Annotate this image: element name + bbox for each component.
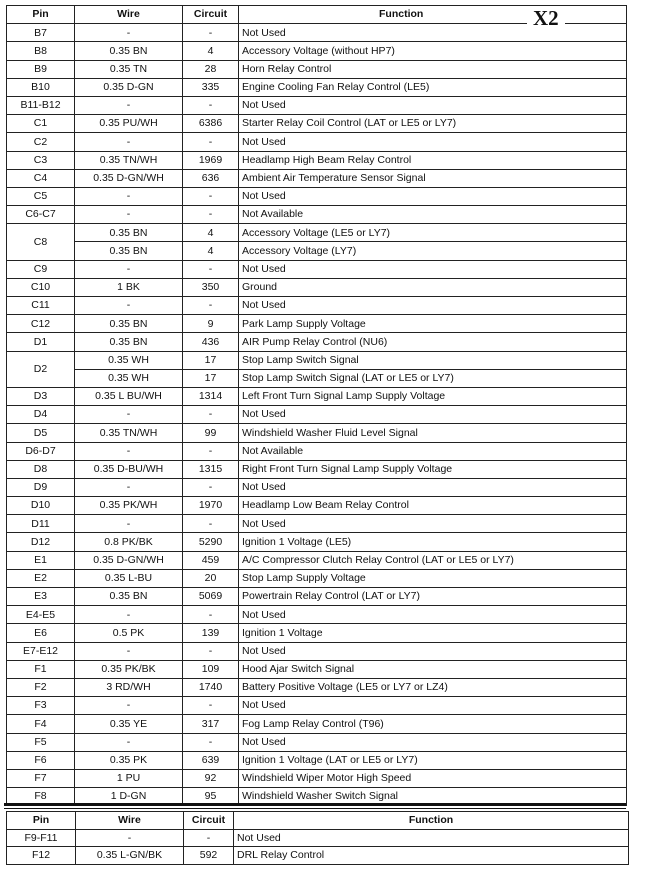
table-row — [7, 847, 629, 865]
wire-cell: - — [75, 733, 183, 751]
wire-cell: 0.35 BN — [75, 224, 183, 242]
table-row — [7, 424, 627, 442]
circuit-cell: 350 — [183, 278, 239, 296]
table-row — [7, 297, 627, 315]
function-cell: Fog Lamp Relay Control (T96) — [239, 715, 627, 733]
pin-cell: C9 — [7, 260, 75, 278]
pin-cell: B10 — [7, 78, 75, 96]
table-row — [7, 569, 627, 587]
function-cell: Not Used — [239, 24, 627, 42]
wire-cell: 1 D-GN — [75, 788, 183, 806]
table-row — [7, 624, 627, 642]
table-row — [7, 115, 627, 133]
table-row — [7, 606, 627, 624]
function-cell: Horn Relay Control — [239, 60, 627, 78]
table-row — [7, 333, 627, 351]
circuit-cell: 95 — [183, 788, 239, 806]
circuit-cell: - — [183, 515, 239, 533]
wire-cell: 0.35 TN — [75, 60, 183, 78]
pin-cell: F1 — [7, 660, 75, 678]
table-row — [7, 387, 627, 405]
function-cell: Not Used — [239, 187, 627, 205]
header-function: Function — [234, 812, 629, 830]
function-cell: Starter Relay Coil Control (LAT or LE5 or LY7) — [239, 115, 627, 133]
circuit-cell: 6386 — [183, 115, 239, 133]
wire-cell: 0.35 WH — [75, 369, 183, 387]
pin-cell: E3 — [7, 588, 75, 606]
function-cell: Not Used — [239, 733, 627, 751]
wire-cell: - — [76, 829, 184, 847]
pin-cell: C1 — [7, 115, 75, 133]
wire-cell: 0.35 YE — [75, 715, 183, 733]
wire-cell: - — [75, 133, 183, 151]
circuit-cell: - — [183, 297, 239, 315]
table-row — [7, 829, 629, 847]
pin-cell: D6-D7 — [7, 442, 75, 460]
pin-cell: C5 — [7, 187, 75, 205]
wire-cell: 0.35 PU/WH — [75, 115, 183, 133]
function-cell: Headlamp Low Beam Relay Control — [239, 497, 627, 515]
table-row — [7, 733, 627, 751]
function-cell: Headlamp High Beam Relay Control — [239, 151, 627, 169]
function-cell: Ground — [239, 278, 627, 296]
wire-cell: 0.35 WH — [75, 351, 183, 369]
function-cell: Not Used — [239, 478, 627, 496]
wire-cell: 0.35 D-GN/WH — [75, 169, 183, 187]
wire-cell: 1 PU — [75, 769, 183, 787]
function-cell: Not Used — [239, 406, 627, 424]
table-row — [7, 715, 627, 733]
function-cell: Windshield Washer Switch Signal — [239, 788, 627, 806]
circuit-cell: 335 — [183, 78, 239, 96]
pin-cell: C2 — [7, 133, 75, 151]
table-row — [7, 369, 627, 387]
header-pin: Pin — [7, 812, 76, 830]
table-row — [7, 551, 627, 569]
pin-cell: D12 — [7, 533, 75, 551]
function-cell: Not Available — [239, 442, 627, 460]
wire-cell: 0.35 D-GN/WH — [75, 551, 183, 569]
function-cell: Ignition 1 Voltage (LE5) — [239, 533, 627, 551]
function-cell: Hood Ajar Switch Signal — [239, 660, 627, 678]
function-cell: Stop Lamp Switch Signal (LAT or LE5 or LY7) — [239, 369, 627, 387]
circuit-cell: - — [183, 478, 239, 496]
section-divider-thin — [4, 808, 626, 809]
function-cell: Ignition 1 Voltage — [239, 624, 627, 642]
pin-cell: E4-E5 — [7, 606, 75, 624]
pin-cell: D5 — [7, 424, 75, 442]
function-cell: Not Used — [239, 133, 627, 151]
circuit-cell: 1970 — [183, 497, 239, 515]
function-cell: Right Front Turn Signal Lamp Supply Voltage — [239, 460, 627, 478]
wire-cell: 0.35 PK — [75, 751, 183, 769]
wire-cell: 0.35 L-GN/BK — [76, 847, 184, 865]
circuit-cell: 5069 — [183, 588, 239, 606]
header-wire: Wire — [75, 6, 183, 24]
header-pin: Pin — [7, 6, 75, 24]
function-cell: Not Used — [234, 829, 629, 847]
circuit-cell: 1314 — [183, 387, 239, 405]
circuit-cell: 4 — [183, 242, 239, 260]
table-row — [7, 497, 627, 515]
function-cell: Not Available — [239, 206, 627, 224]
circuit-cell: 109 — [183, 660, 239, 678]
table-row — [7, 442, 627, 460]
table-row — [7, 42, 627, 60]
table-row — [7, 678, 627, 696]
wire-cell: 0.35 PK/BK — [75, 660, 183, 678]
circuit-cell: 1740 — [183, 678, 239, 696]
pin-cell: F2 — [7, 678, 75, 696]
pin-cell: C4 — [7, 169, 75, 187]
table-row — [7, 60, 627, 78]
wire-cell: - — [75, 642, 183, 660]
wire-cell: 0.35 BN — [75, 333, 183, 351]
wire-cell: 0.5 PK — [75, 624, 183, 642]
circuit-cell: - — [184, 829, 234, 847]
function-cell: Not Used — [239, 515, 627, 533]
pin-cell: D4 — [7, 406, 75, 424]
table-row — [7, 187, 627, 205]
wire-cell: - — [75, 406, 183, 424]
pin-cell: F9-F11 — [7, 829, 76, 847]
pinout-table-continued — [6, 811, 629, 865]
function-cell: Not Used — [239, 642, 627, 660]
pin-cell: F8 — [7, 788, 75, 806]
pin-cell: D9 — [7, 478, 75, 496]
circuit-cell: 636 — [183, 169, 239, 187]
circuit-cell: 436 — [183, 333, 239, 351]
circuit-cell: 4 — [183, 224, 239, 242]
function-cell: AIR Pump Relay Control (NU6) — [239, 333, 627, 351]
header-function: Function — [239, 6, 627, 24]
function-cell: Stop Lamp Supply Voltage — [239, 569, 627, 587]
pin-cell: E6 — [7, 624, 75, 642]
function-cell: Not Used — [239, 260, 627, 278]
pin-cell: B11-B12 — [7, 96, 75, 114]
table-row — [7, 697, 627, 715]
header-wire: Wire — [76, 812, 184, 830]
pin-cell: F3 — [7, 697, 75, 715]
section-divider — [4, 803, 626, 806]
table-row — [7, 351, 627, 369]
pin-cell: F12 — [7, 847, 76, 865]
pin-cell: E7-E12 — [7, 642, 75, 660]
function-cell: Park Lamp Supply Voltage — [239, 315, 627, 333]
table-row — [7, 78, 627, 96]
circuit-cell: 5290 — [183, 533, 239, 551]
function-cell: Ignition 1 Voltage (LAT or LE5 or LY7) — [239, 751, 627, 769]
circuit-cell: 139 — [183, 624, 239, 642]
circuit-cell: - — [183, 133, 239, 151]
circuit-cell: 92 — [183, 769, 239, 787]
function-cell: Not Used — [239, 297, 627, 315]
circuit-cell: - — [183, 406, 239, 424]
function-cell: Windshield Washer Fluid Level Signal — [239, 424, 627, 442]
header-row — [7, 812, 629, 830]
wire-cell: - — [75, 260, 183, 278]
pin-cell: D11 — [7, 515, 75, 533]
wire-cell: 1 BK — [75, 278, 183, 296]
function-cell: Accessory Voltage (without HP7) — [239, 42, 627, 60]
pin-cell: C6-C7 — [7, 206, 75, 224]
pin-cell: D10 — [7, 497, 75, 515]
header-circuit: Circuit — [183, 6, 239, 24]
circuit-cell: 9 — [183, 315, 239, 333]
table-row — [7, 642, 627, 660]
pin-cell: F7 — [7, 769, 75, 787]
table-row — [7, 151, 627, 169]
function-cell: Powertrain Relay Control (LAT or LY7) — [239, 588, 627, 606]
wire-cell: - — [75, 478, 183, 496]
circuit-cell: 20 — [183, 569, 239, 587]
wire-cell: - — [75, 297, 183, 315]
function-cell: Stop Lamp Switch Signal — [239, 351, 627, 369]
circuit-cell: 1969 — [183, 151, 239, 169]
table-row — [7, 515, 627, 533]
table-row — [7, 206, 627, 224]
wire-cell: - — [75, 24, 183, 42]
header-circuit: Circuit — [184, 812, 234, 830]
circuit-cell: 17 — [183, 351, 239, 369]
circuit-cell: - — [183, 96, 239, 114]
pin-cell: C12 — [7, 315, 75, 333]
circuit-cell: - — [183, 206, 239, 224]
pin-cell: B7 — [7, 24, 75, 42]
function-cell: Windshield Wiper Motor High Speed — [239, 769, 627, 787]
wire-cell: - — [75, 442, 183, 460]
pin-cell: D3 — [7, 387, 75, 405]
wire-cell: 0.35 PK/WH — [75, 497, 183, 515]
table-row — [7, 278, 627, 296]
table-row — [7, 533, 627, 551]
circuit-cell: 639 — [183, 751, 239, 769]
circuit-cell: 4 — [183, 42, 239, 60]
table-row — [7, 260, 627, 278]
wire-cell: - — [75, 187, 183, 205]
circuit-cell: - — [183, 606, 239, 624]
wire-cell: 0.35 L-BU — [75, 569, 183, 587]
pin-cell: B8 — [7, 42, 75, 60]
pinout-table — [6, 5, 627, 806]
table-row — [7, 460, 627, 478]
circuit-cell: - — [183, 24, 239, 42]
wire-cell: 0.35 TN/WH — [75, 151, 183, 169]
pin-cell: C10 — [7, 278, 75, 296]
table-row — [7, 478, 627, 496]
pin-cell: F4 — [7, 715, 75, 733]
function-cell: Battery Positive Voltage (LE5 or LY7 or LZ4) — [239, 678, 627, 696]
function-cell: DRL Relay Control — [234, 847, 629, 865]
wire-cell: 0.35 TN/WH — [75, 424, 183, 442]
wire-cell: - — [75, 606, 183, 624]
wire-cell: - — [75, 206, 183, 224]
function-cell: Not Used — [239, 697, 627, 715]
pin-cell: C3 — [7, 151, 75, 169]
wire-cell: 0.35 L BU/WH — [75, 387, 183, 405]
table-row — [7, 406, 627, 424]
pin-cell: E1 — [7, 551, 75, 569]
circuit-cell: 28 — [183, 60, 239, 78]
wire-cell: - — [75, 515, 183, 533]
table-row — [7, 96, 627, 114]
circuit-cell: 1315 — [183, 460, 239, 478]
circuit-cell: 317 — [183, 715, 239, 733]
table-row — [7, 169, 627, 187]
table-row — [7, 224, 627, 242]
pin-cell: F6 — [7, 751, 75, 769]
function-cell: A/C Compressor Clutch Relay Control (LAT or LE5 or LY7) — [239, 551, 627, 569]
circuit-cell: 99 — [183, 424, 239, 442]
table-row — [7, 769, 627, 787]
wire-cell: 0.35 BN — [75, 315, 183, 333]
pin-cell: B9 — [7, 60, 75, 78]
wire-cell: 0.35 D-GN — [75, 78, 183, 96]
table-row — [7, 588, 627, 606]
circuit-cell: - — [183, 642, 239, 660]
circuit-cell: 592 — [184, 847, 234, 865]
pin-cell: C8 — [7, 224, 75, 260]
pin-cell: D1 — [7, 333, 75, 351]
wire-cell: - — [75, 96, 183, 114]
function-cell: Accessory Voltage (LE5 or LY7) — [239, 224, 627, 242]
function-cell: Accessory Voltage (LY7) — [239, 242, 627, 260]
circuit-cell: - — [183, 733, 239, 751]
pin-cell: D8 — [7, 460, 75, 478]
circuit-cell: - — [183, 442, 239, 460]
table-row — [7, 660, 627, 678]
wire-cell: 0.35 BN — [75, 42, 183, 60]
pin-cell: F5 — [7, 733, 75, 751]
circuit-cell: 17 — [183, 369, 239, 387]
table-row — [7, 242, 627, 260]
function-cell: Not Used — [239, 606, 627, 624]
circuit-cell: - — [183, 260, 239, 278]
table-row — [7, 133, 627, 151]
wire-cell: 0.8 PK/BK — [75, 533, 183, 551]
wire-cell: 0.35 D-BU/WH — [75, 460, 183, 478]
connector-label: X2 — [527, 8, 565, 29]
pin-cell: D2 — [7, 351, 75, 387]
pin-cell: C11 — [7, 297, 75, 315]
wire-cell: 3 RD/WH — [75, 678, 183, 696]
circuit-cell: - — [183, 697, 239, 715]
table-row — [7, 315, 627, 333]
circuit-cell: - — [183, 187, 239, 205]
function-cell: Not Used — [239, 96, 627, 114]
function-cell: Left Front Turn Signal Lamp Supply Voltage — [239, 387, 627, 405]
function-cell: Engine Cooling Fan Relay Control (LE5) — [239, 78, 627, 96]
function-cell: Ambient Air Temperature Sensor Signal — [239, 169, 627, 187]
wire-cell: - — [75, 697, 183, 715]
circuit-cell: 459 — [183, 551, 239, 569]
wire-cell: 0.35 BN — [75, 588, 183, 606]
table-row — [7, 751, 627, 769]
pin-cell: E2 — [7, 569, 75, 587]
wire-cell: 0.35 BN — [75, 242, 183, 260]
